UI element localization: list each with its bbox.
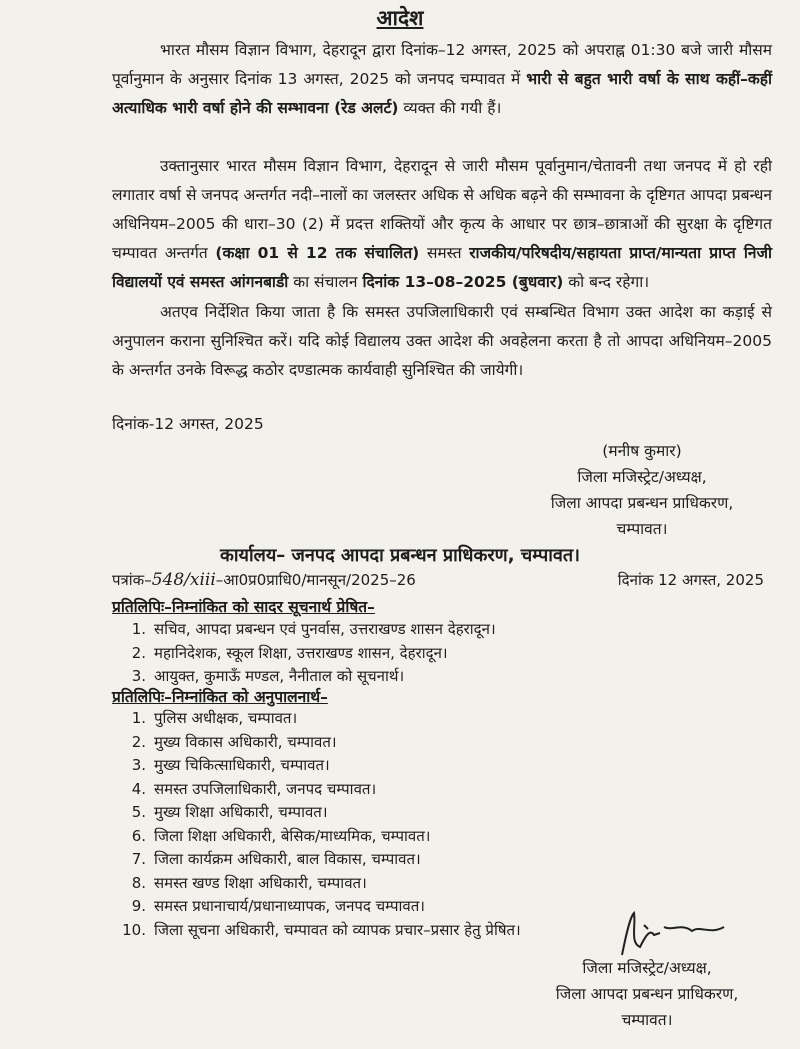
copy-list-compliance [112, 707, 521, 942]
paragraph-3 [112, 298, 772, 385]
paragraph-2 [112, 152, 772, 297]
list-item-text: जिला सूचना अधिकारी, चम्पावत को व्यापक प्रचार–प्रसार हेतु प्रेषित। [154, 920, 521, 939]
signature-block-2 [522, 955, 772, 1033]
list-item-text: समस्त उपजिलाधिकारी, जनपद चम्पावत। [154, 779, 377, 798]
list-item [112, 707, 521, 731]
list-item-number: 4. [131, 779, 146, 798]
signature-block-1 [512, 438, 772, 542]
list-item-number: 6. [131, 826, 146, 845]
list-item-number: 7. [131, 850, 146, 868]
signatory2-place: चम्पावत। [621, 1011, 673, 1029]
reference-line [112, 570, 772, 590]
reference-suffix: –आ0प्र0प्राधि0/मानसून/2025–26 [215, 571, 416, 589]
para1-intro: भारत मौसम विज्ञान विभाग, देहरादून द्वारा दिनांक–12 अगस्त, 2025 को अपराह्न 01:30 बजे जारी मौसम पूर्वानुमान के अनुसार दिनांक 13 अगस्त, 2025 को जनपद चम्पावत में [112, 41, 772, 88]
signatory-designation: जिला मजिस्ट्रेट/अध्यक्ष, [577, 468, 707, 486]
list-item-text: सचिव, आपदा प्रबन्धन एवं पुनर्वास, उत्तराखण्ड शासन देहरादून। [154, 620, 496, 638]
list-item-number: 3. [131, 667, 146, 685]
list-item-text: जिला कार्यक्रम अधिकारी, बाल विकास, चम्पावत। [154, 850, 421, 868]
copy-heading-compliance: प्रतिलिपिः–निम्नांकित को अनुपालनार्थ– [112, 688, 328, 706]
class-range-text: (कक्षा 01 से 12 तक संचालित) [215, 244, 420, 262]
copy-heading-info: प्रतिलिपिः–निम्नांकित को सादर सूचनार्थ प्रेषित– [112, 598, 375, 616]
reference-number: 548/xiii [151, 570, 216, 590]
copy-list-info [112, 618, 496, 689]
order-title: आदेश [376, 6, 424, 30]
list-item [112, 919, 521, 943]
reference-date: दिनांक 12 अगस्त, 2025 [617, 571, 764, 589]
office-heading: कार्यालय– जनपद आपदा प्रबन्धन प्राधिकरण, चम्पावत। [220, 545, 580, 566]
list-item [112, 731, 521, 755]
list-item-number: 10. [122, 920, 146, 939]
para2-tail: को बन्द रहेगा। [568, 273, 650, 291]
list-item-text: समस्त खण्ड शिक्षा अधिकारी, चम्पावत। [154, 873, 367, 892]
list-item-number: 1. [131, 709, 146, 727]
reference-prefix: पत्रांक– [112, 571, 152, 589]
para3-text: अतएव निर्देशित किया जाता है कि समस्त उपजिलाधिकारी एवं सम्बन्धित विभाग उक्त आदेश का कड़ाई से अनुपालन कराना सुनिश्चित करें। यदि कोई विद्यालय उक्त आदेश की अवहेलना करता है तो आपदा अधिनियम–2005 के अन्तर्गत उनके विरूद्ध कठोर दण्डात्मक कार्यवाही सुनिश्चित की जायेगी। [112, 303, 772, 379]
list-item-text: मुख्य शिक्षा अधिकारी, चम्पावत। [154, 803, 328, 821]
red-alert-text: भारी से बहुत भारी वर्षा के साथ कहीं–कहीं अत्याधिक भारी वर्षा होने की सम्भावना (रेड अलर्ट) [112, 70, 772, 117]
list-item-number: 2. [131, 643, 146, 662]
list-item-number: 1. [131, 620, 146, 638]
list-item-number: 8. [131, 873, 146, 892]
list-item-text: पुलिस अधीक्षक, चम्पावत। [154, 709, 298, 727]
para2-mid2: का संचालन [293, 273, 358, 291]
list-item [112, 801, 521, 825]
list-item-number: 5. [131, 803, 146, 821]
list-item-number: 9. [131, 897, 146, 915]
list-item [112, 825, 521, 849]
list-item [112, 778, 521, 802]
para1-tail: व्यक्त की गयी हैं। [403, 99, 502, 117]
order-date: दिनांक-12 अगस्त, 2025 [112, 415, 264, 433]
signatory2-designation: जिला मजिस्ट्रेट/अध्यक्ष, [582, 959, 712, 977]
list-item-text: जिला शिक्षा अधिकारी, बेसिक/माध्यमिक, चम्पावत। [154, 826, 431, 845]
list-item [112, 872, 521, 896]
para2-text: उक्तानुसार भारत मौसम विज्ञान विभाग, देहरादून से जारी मौसम पूर्वानुमान/चेतावनी तथा जनपद में हो रही लगातार वर्षा से जनपद अन्तर्गत नदी–नालों का जलस्तर अधिक से अधिक बढ़ने की सम्भावना के दृष्टिगत आपदा प्रबन्धन अधिनियम–2005 की धारा–30 (2) में प्रदत्त शक्तियों और कृत्य के आधार पर छात्र–छात्राओं की सुरक्षा के दृष्टिगत चम्पावत अन्तर्गत [112, 157, 772, 262]
signatory-place: चम्पावत। [616, 520, 668, 538]
list-item-text: मुख्य विकास अधिकारी, चम्पावत। [154, 732, 337, 751]
paragraph-1 [112, 36, 772, 123]
list-item [112, 754, 521, 778]
list-item-text: महानिदेशक, स्कूल शिक्षा, उत्तराखण्ड शासन, देहरादून। [154, 643, 448, 662]
closure-date-text: दिनांक 13–08–2025 (बुधवार) [362, 273, 564, 291]
list-item-number: 3. [131, 756, 146, 774]
list-item-text: समस्त प्रधानाचार्य/प्रधानाध्यापक, जनपद चम्पावत। [154, 897, 425, 915]
list-item [112, 618, 496, 642]
signatory2-authority: जिला आपदा प्रबन्धन प्राधिकरण, [555, 985, 739, 1003]
list-item-text: आयुक्त, कुमाऊँ मण्डल, नैनीताल को सूचनार्थ। [154, 667, 405, 685]
list-item-number: 2. [131, 732, 146, 751]
para2-mid: समस्त [426, 244, 462, 262]
list-item [112, 848, 521, 872]
list-item-text: मुख्य चिकित्साधिकारी, चम्पावत। [154, 756, 330, 774]
list-item [112, 642, 496, 666]
schools-text: राजकीय/परिषदीय/सहायता प्राप्त/मान्यता प्राप्त निजी विद्यालयों एवं समस्त आंगनबाडी [112, 244, 772, 291]
signatory-authority: जिला आपदा प्रबन्धन प्राधिकरण, [550, 494, 734, 512]
list-item [112, 895, 521, 919]
signatory-name: (मनीष कुमार) [602, 442, 682, 460]
